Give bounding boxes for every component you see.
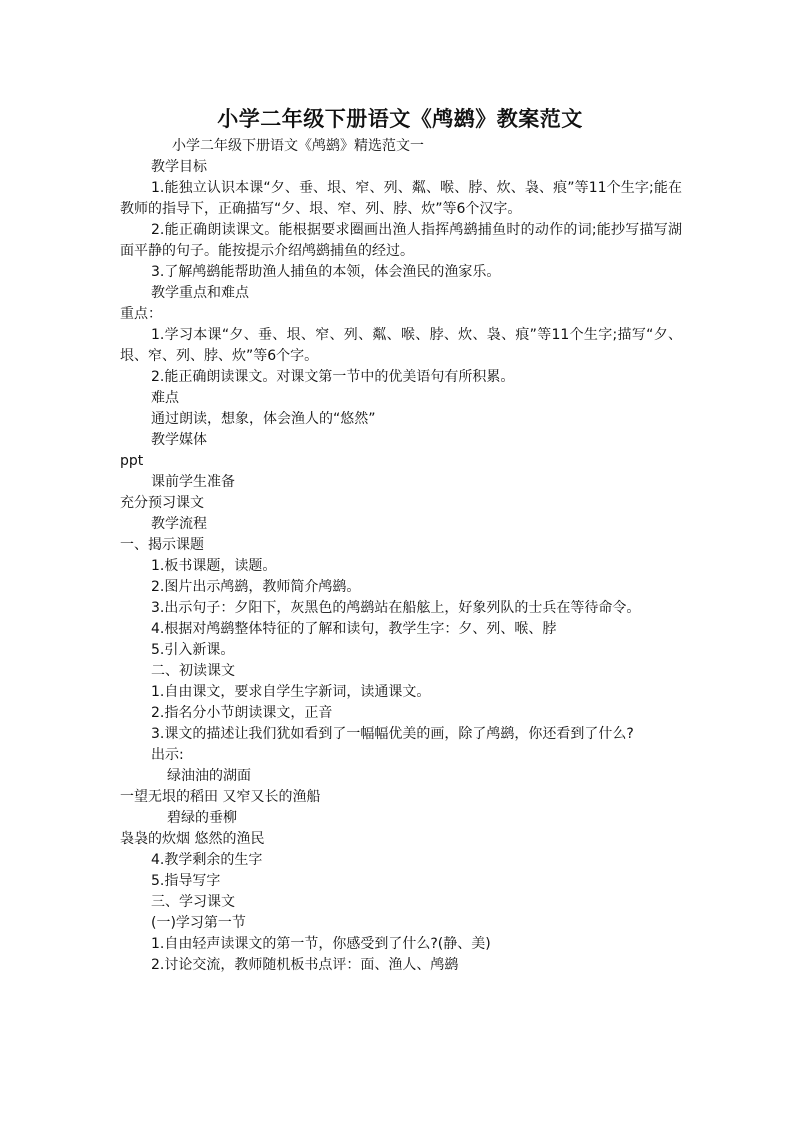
paragraph: 1.能独立认识本课“夕、垂、垠、窄、列、粼、喉、脖、炊、袅、痕”等11个生字;能在教师的指导下，正确描写“夕、垠、窄、列、脖、炊”等6个汉字。 [120,180,682,217]
paragraph: 1.学习本课“夕、垂、垠、窄、列、粼、喉、脖、炊、袅、痕”等11个生字;描写“夕、垠、窄、列、脖、炊”等6个字。 [120,327,682,364]
list-item: 2.图片出示鸬鹚，教师简介鸬鹚。 [151,579,361,595]
document-title: 小学二年级下册语文《鸬鹚》教案范文 [217,107,583,131]
section-heading: 难点 [151,390,179,406]
list-item: 3.课文的描述让我们犹如看到了一幅幅优美的画，除了鸬鹚，你还看到了什么? [151,726,634,742]
list-item: 4.教学剩余的生字 [151,852,263,868]
list-item: 3.出示句子：夕阳下，灰黑色的鸬鹚站在船舷上，好象列队的士兵在等待命令。 [151,600,641,616]
phrase-line: 绿油油的湖面 [167,768,251,784]
section-heading: 三、学习课文 [151,894,235,910]
list-item: 1.自由轻声读课文的第一节，你感受到了什么?(静、美) [151,936,491,952]
list-item: 5.指导写字 [151,873,221,889]
paragraph: ppt [120,453,144,469]
paragraph: 充分预习课文 [120,495,204,511]
phrase-line: 一望无垠的稻田 又窄又长的渔船 [120,789,321,805]
section-heading: 教学流程 [151,516,207,532]
section-heading: (一)学习第一节 [151,915,246,931]
phrase-line: 碧绿的垂柳 [167,810,237,826]
section-heading: 课前学生准备 [151,474,235,490]
section-heading: 教学目标 [151,159,207,175]
section-heading: 二、初读课文 [151,663,235,679]
list-item: 2.指名分小节朗读课文，正音 [151,705,333,721]
list-item: 1.自由课文，要求自学生字新词，读通课文。 [151,684,431,700]
section-heading: 一、揭示课题 [120,537,204,553]
paragraph: 3.了解鸬鹚能帮助渔人捕鱼的本领，体会渔民的渔家乐。 [151,264,501,280]
phrase-line: 袅袅的炊烟 悠然的渔民 [120,831,265,847]
list-item: 1.板书课题，读题。 [151,558,277,574]
paragraph: 2.能正确朗读课文。能根据要求圈画出渔人指挥鸬鹚捕鱼时的动作的词;能抄写描写湖面平静的句子。能按提示介绍鸬鹚捕鱼的经过。 [120,222,682,259]
list-item: 2.讨论交流，教师随机板书点评：面、渔人、鸬鹚 [151,957,459,973]
document-body [120,136,682,976]
paragraph: 通过朗读，想象，体会渔人的“悠然” [151,411,376,427]
section-heading: 教学媒体 [151,432,207,448]
list-item: 5.引入新课。 [151,642,235,658]
list-item: 4.根据对鸬鹚整体特征的了解和读句，教学生字：夕、列、喉、脖 [151,621,557,637]
subtitle-line: 小学二年级下册语文《鸬鹚》精选范文一 [172,138,424,154]
paragraph: 出示: [151,747,184,763]
section-heading: 教学重点和难点 [151,285,249,301]
paragraph: 2.能正确朗读课文。对课文第一节中的优美语句有所积累。 [151,369,515,385]
paragraph: 重点： [120,306,162,322]
